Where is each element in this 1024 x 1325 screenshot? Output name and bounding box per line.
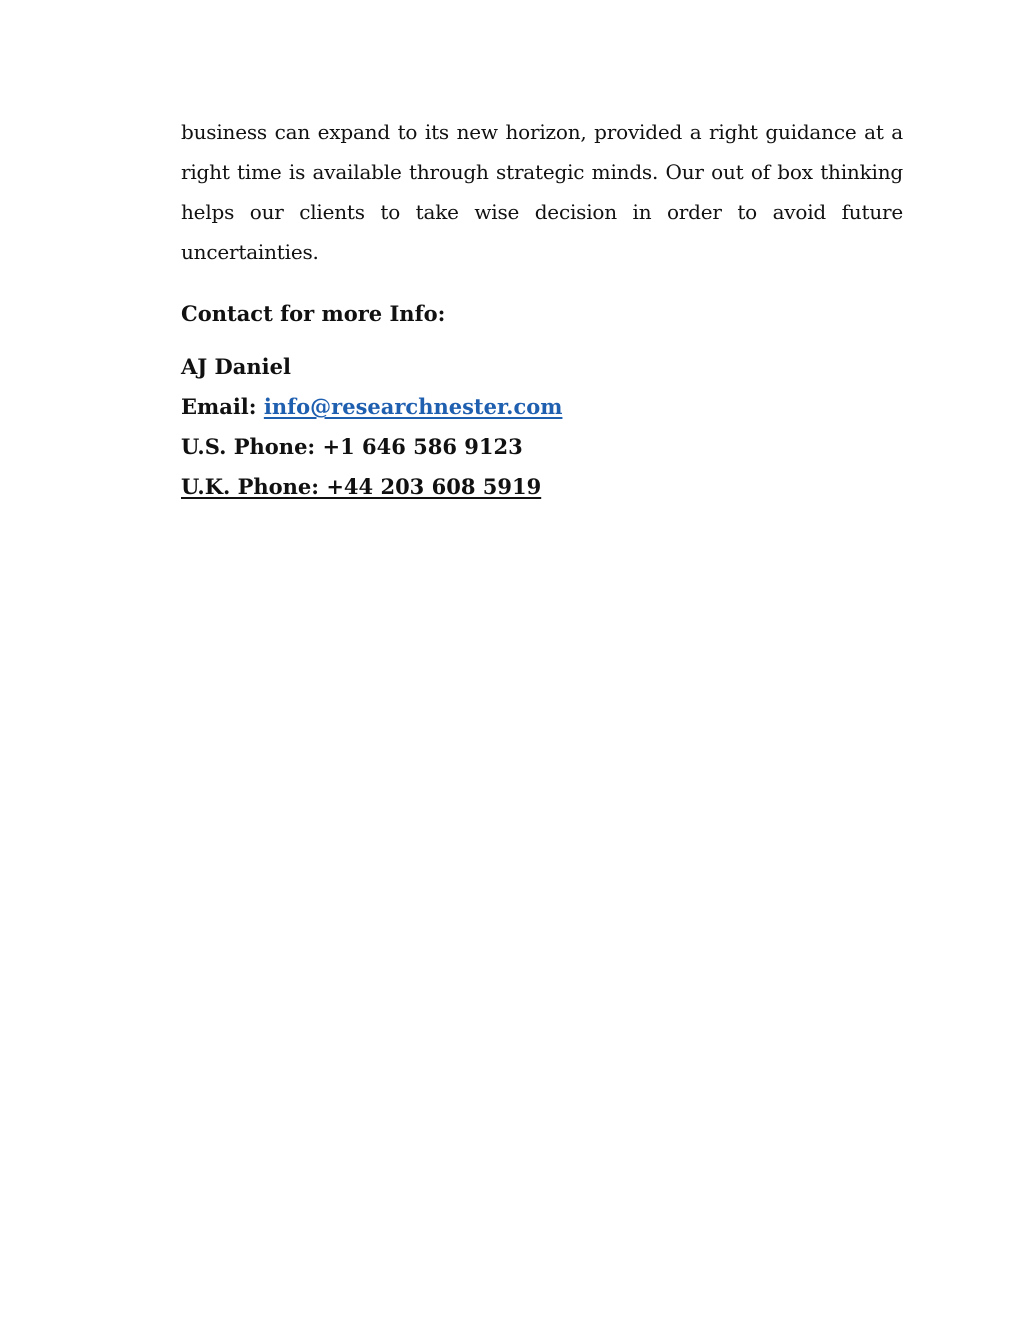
email-link[interactable]: info@researchnester.com [263, 394, 563, 419]
email-label: Email: [181, 394, 257, 419]
body-paragraph: business can expand to its new horizon, provided a right guidance at a right time is available through strategic minds. Our out of box thinking helps our clients to take wise decision in order to avoid future uncertainties. [181, 120, 903, 264]
email-line [181, 387, 903, 427]
contact-block [181, 347, 903, 507]
contact-name: AJ Daniel [181, 354, 291, 379]
uk-phone: U.K. Phone: +44 203 608 5919 [181, 474, 542, 499]
contact-heading: Contact for more Info: [181, 301, 446, 326]
document-page [181, 112, 903, 507]
us-phone: U.S. Phone: +1 646 586 9123 [181, 434, 523, 459]
